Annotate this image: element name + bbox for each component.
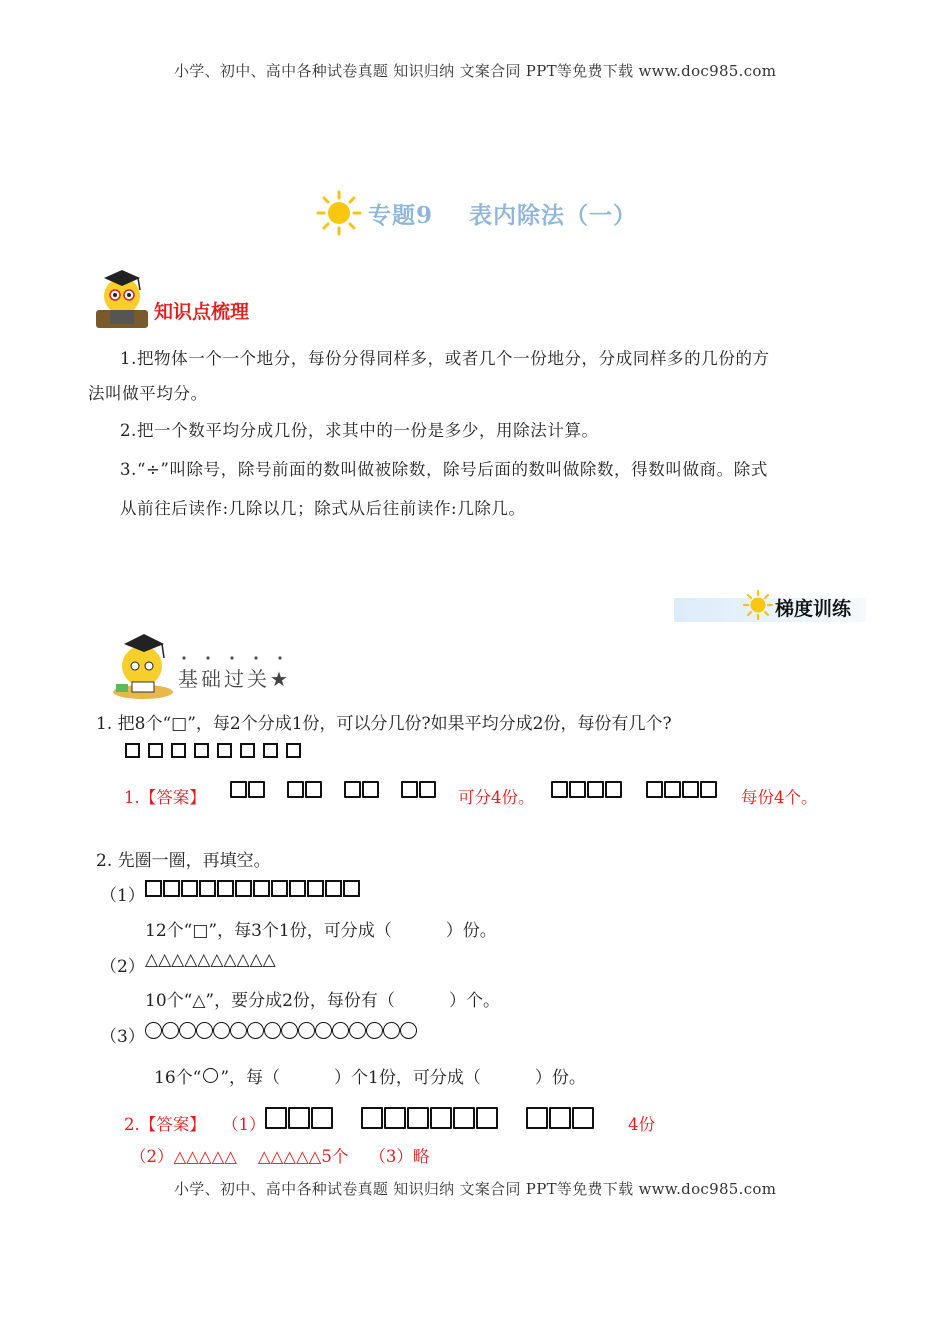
circle-shape [179, 1022, 196, 1039]
square-row [125, 743, 301, 758]
question-2: 2. 先圈一圈，再填空。 [96, 851, 271, 871]
square-shape [145, 880, 162, 897]
circle-shape [247, 1022, 264, 1039]
page-footer: 小学、初中、高中各种试卷真题 知识归纳 文案合同 PPT等免费下载 www.doc985.com [174, 1180, 777, 1198]
square-row [145, 880, 361, 897]
answer-1-end: 每份4个。 [741, 788, 818, 807]
circle-shape [349, 1022, 366, 1039]
answer-2-line2: （2）△△△△△ △△△△△5个 （3）略 [130, 1147, 430, 1166]
knowledge-point-1: 1.把物体一个一个地分，每份分得同样多，或者几个一份地分，分成同样多的几份的方 [120, 349, 770, 368]
q2-part3-text [154, 1063, 586, 1088]
page-header: 小学、初中、高中各种试卷真题 知识归纳 文案合同 PPT等免费下载 www.doc985.com [174, 62, 777, 80]
circle-shape [383, 1022, 400, 1039]
knowledge-point-3: 3.“÷”叫除号，除号前面的数叫做被除数，除号后面的数叫做除数，得数叫做商。除式 [120, 460, 768, 479]
sun-icon [316, 190, 362, 236]
circle-shape [213, 1022, 230, 1039]
circle-shape [400, 1022, 417, 1039]
square-shape [235, 880, 252, 897]
square-shape [286, 743, 301, 758]
circle-shape [230, 1022, 247, 1039]
square-shape [271, 880, 288, 897]
circle-shape [315, 1022, 332, 1039]
square-shape [343, 880, 360, 897]
square-shape [125, 743, 140, 758]
circle-shape [196, 1022, 213, 1039]
q2-part3-text-a: 16个“ [154, 1068, 202, 1088]
answer-1-mid: 可分4份。 [458, 788, 535, 807]
circle-shape [145, 1022, 162, 1039]
triangle-row: △△△△△△△△△△ [145, 950, 276, 970]
square-shape [325, 880, 342, 897]
circle-icon [203, 1068, 218, 1083]
square-shape [194, 743, 209, 758]
knowledge-point-3-cont: 从前往后读作:几除以几；除式从后往前读作:几除几。 [120, 499, 526, 518]
square-shape [217, 743, 232, 758]
circle-shape [264, 1022, 281, 1039]
square-shape [181, 880, 198, 897]
dot-decoration [180, 646, 300, 652]
square-shape [307, 880, 324, 897]
circle-shape [281, 1022, 298, 1039]
circle-shape [366, 1022, 383, 1039]
mascot-reading-icon [110, 630, 176, 700]
question-1: 1. 把8个“□”，每2个分成1份，可以分几份?如果平均分成2份，每份有几个? [96, 714, 672, 734]
answer-2-label: 2.【答案】 [124, 1115, 206, 1134]
q2-part2-label: （2） [100, 957, 145, 977]
answer-2-part1-end: 4份 [628, 1115, 655, 1134]
knowledge-label: 知识点梳理 [154, 301, 250, 323]
square-shape [163, 880, 180, 897]
answer-2-part1-label: （1） [222, 1115, 266, 1134]
square-shape [148, 743, 163, 758]
knowledge-point-2: 2.把一个数平均分成几份，求其中的一份是多少，用除法计算。 [120, 421, 599, 440]
page-title: 专题9 表内除法（一） [368, 202, 638, 229]
circle-shape [298, 1022, 315, 1039]
square-shape [199, 880, 216, 897]
section-label: 梯度训练 [775, 598, 852, 620]
knowledge-point-1-cont: 法叫做平均分。 [88, 384, 208, 403]
q2-part2-text: 10个“△”，要分成2份，每份有（ ）个。 [145, 991, 500, 1011]
q2-part1-label: （1） [100, 886, 145, 906]
square-shape [171, 743, 186, 758]
square-shape [253, 880, 270, 897]
sun-icon [743, 590, 773, 620]
square-shape [263, 743, 278, 758]
square-shape [289, 880, 306, 897]
answer-1-label: 1.【答案】 [124, 788, 206, 807]
square-shape [240, 743, 255, 758]
answer-2-groups [265, 1107, 594, 1129]
circle-shape [162, 1022, 179, 1039]
circle-shape [332, 1022, 349, 1039]
answer-1-halves [551, 781, 717, 798]
circle-row [145, 1022, 417, 1039]
basic-level-label: 基础过关★ [178, 667, 291, 691]
q2-part1-text: 12个“□”，每3个1份，可分成（ ）份。 [145, 921, 497, 941]
square-shape [217, 880, 234, 897]
q2-part3-label: （3） [100, 1027, 145, 1047]
answer-1-groups [230, 781, 436, 798]
mascot-teacher-icon [92, 268, 152, 330]
q2-part3-text-b: ”，每（ ）个1份，可分成（ ）份。 [220, 1068, 586, 1088]
